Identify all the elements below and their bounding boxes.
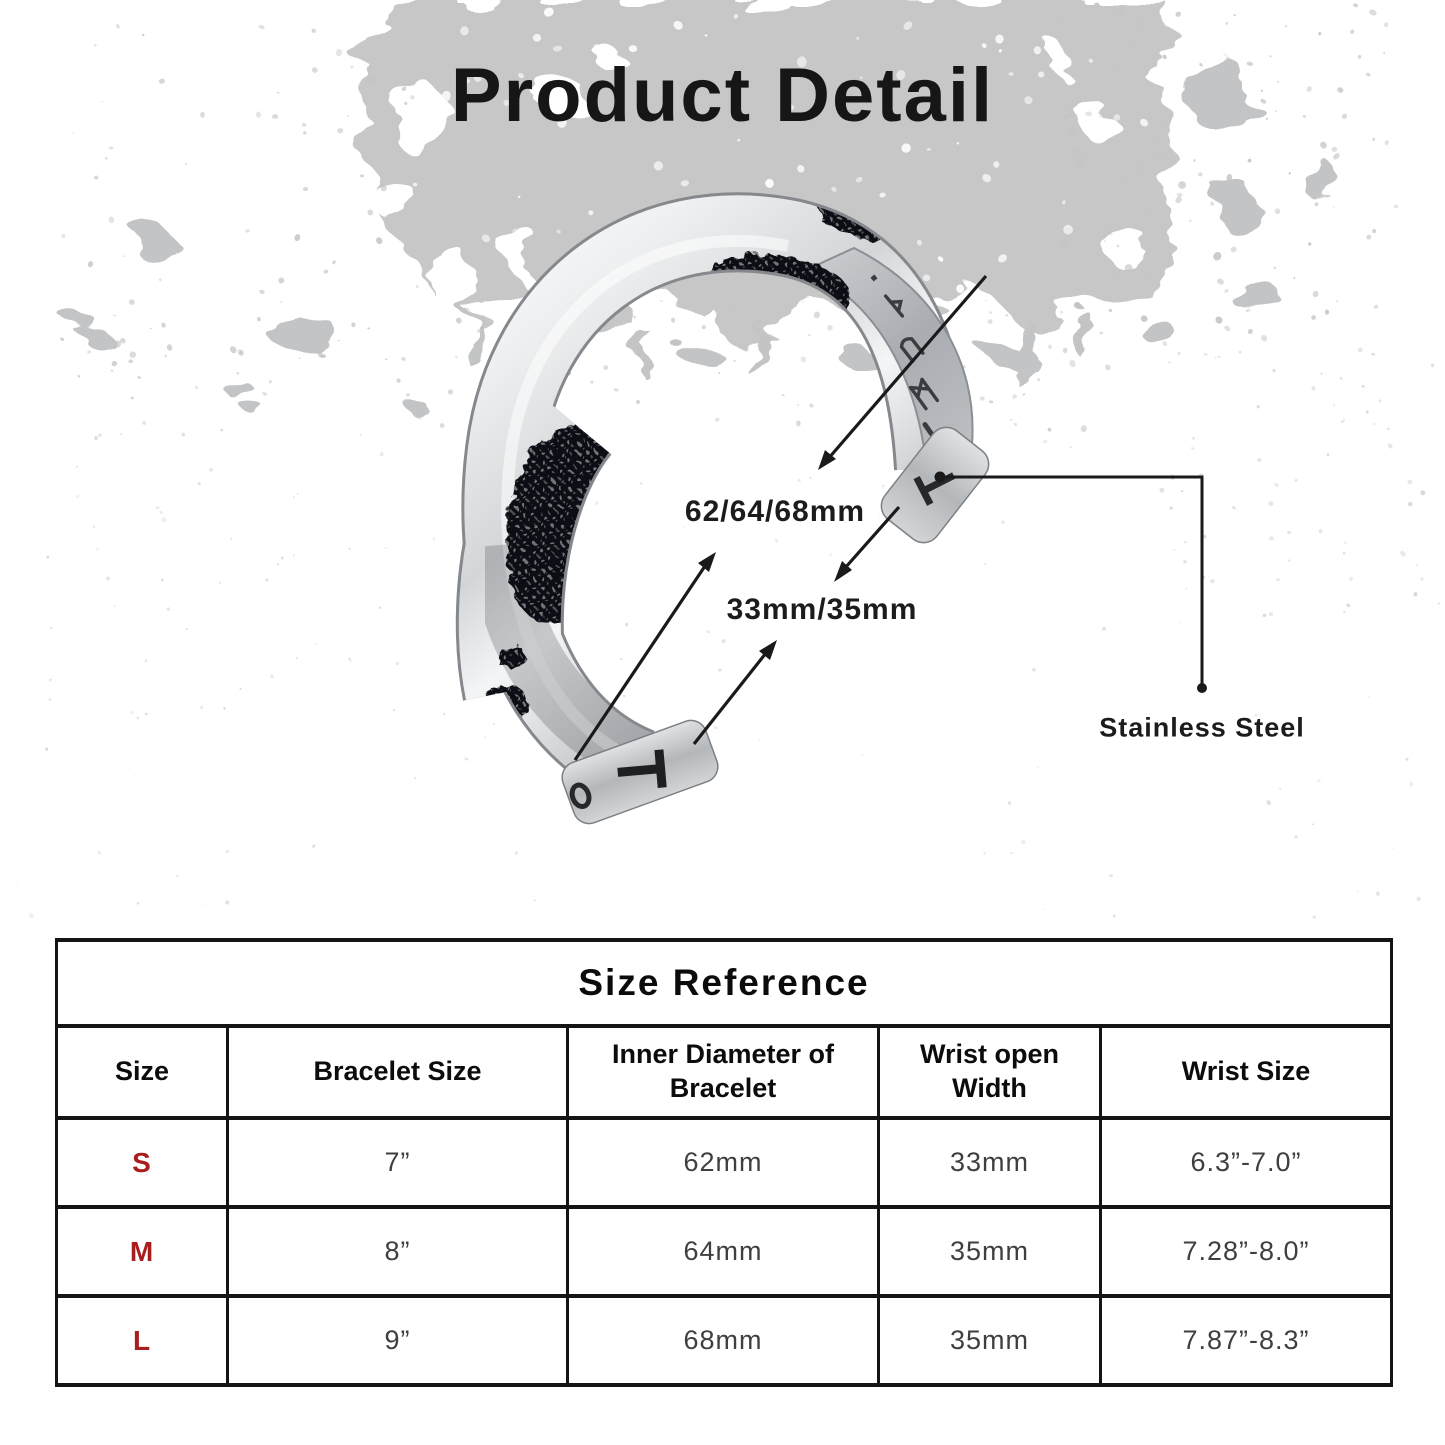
opening-width-arrow-lower bbox=[694, 640, 777, 744]
table-row-s bbox=[57, 1118, 1392, 1207]
cell-inner-diameter-m: 64mm bbox=[568, 1207, 879, 1296]
col-header-wrist-size: Wrist Size bbox=[1101, 1026, 1392, 1118]
col-header-bracelet-size: Bracelet Size bbox=[228, 1026, 568, 1118]
label-material: Stainless Steel bbox=[1099, 712, 1305, 743]
cell-inner-diameter-s: 62mm bbox=[568, 1118, 879, 1207]
cell-bracelet-size-l: 9” bbox=[228, 1296, 568, 1385]
cell-bracelet-size-m: 8” bbox=[228, 1207, 568, 1296]
cell-wrist-open-s: 33mm bbox=[879, 1118, 1101, 1207]
material-leader-line bbox=[935, 472, 1208, 694]
table-title: Size Reference bbox=[57, 940, 1392, 1026]
col-header-inner-diameter: Inner Diameter of Bracelet bbox=[568, 1026, 879, 1118]
cell-wrist-size-s: 6.3”-7.0” bbox=[1101, 1118, 1392, 1207]
table-row-l bbox=[57, 1296, 1392, 1385]
label-wrist-open-width: 33mm/35mm bbox=[726, 593, 918, 626]
cell-wrist-size-m: 7.28”-8.0” bbox=[1101, 1207, 1392, 1296]
cell-size-s: S bbox=[57, 1118, 228, 1207]
size-reference-table bbox=[55, 938, 1393, 1387]
cell-size-m: M bbox=[57, 1207, 228, 1296]
table-header-row bbox=[57, 1026, 1392, 1118]
col-header-size: Size bbox=[57, 1026, 228, 1118]
cell-wrist-open-l: 35mm bbox=[879, 1296, 1101, 1385]
cell-inner-diameter-l: 68mm bbox=[568, 1296, 879, 1385]
table-title-row bbox=[57, 940, 1392, 1026]
cell-bracelet-size-s: 7” bbox=[228, 1118, 568, 1207]
table-row-m bbox=[57, 1207, 1392, 1296]
cell-size-l: L bbox=[57, 1296, 228, 1385]
page-title: Product Detail bbox=[450, 53, 995, 138]
col-header-wrist-open-width: Wrist open Width bbox=[879, 1026, 1101, 1118]
label-inner-diameter: 62/64/68mm bbox=[684, 495, 866, 528]
cell-wrist-size-l: 7.87”-8.3” bbox=[1101, 1296, 1392, 1385]
cell-wrist-open-m: 35mm bbox=[879, 1207, 1101, 1296]
